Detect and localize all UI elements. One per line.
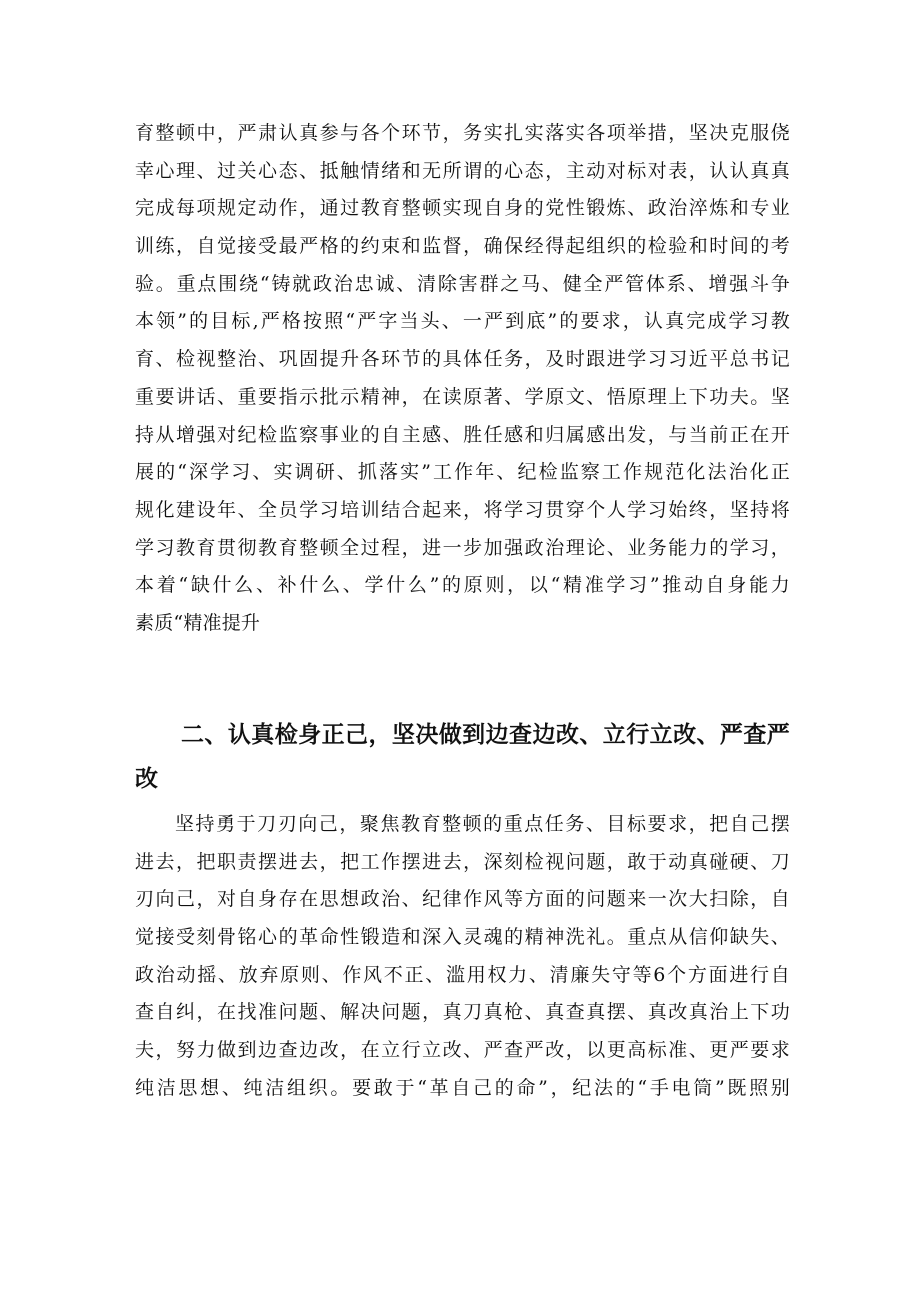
paragraph-line: 学习教育贯彻教育整顿全过程，进一步加强政治理论、业务能力的学习， <box>135 536 790 559</box>
paragraph-line: 进去，把职责摆进去，把工作摆进去，深刻检视问题，敢于动真碰硬、刀 <box>135 850 790 873</box>
paragraph-line: 完成每项规定动作，通过教育整顿实现自身的党性锻炼、政治淬炼和专业 <box>135 197 790 220</box>
section-heading <box>135 713 790 801</box>
paragraph-line: 纯洁思想、纯洁组织。要敢于“革自己的命”，纪法的“手电筒”既照别 <box>135 1076 790 1099</box>
paragraph-line: 觉接受刻骨铭心的革命性锻造和深入灵魂的精神洗礼。重点从信仰缺失、 <box>135 926 790 949</box>
paragraph-line: 验。重点围绕“铸就政治忠诚、清除害群之马、健全严管体系、增强斗争 <box>135 272 790 295</box>
heading-line: 改 <box>135 766 159 792</box>
paragraph-line: 规化建设年、全员学习培训结合起来，将学习贯穿个人学习始终，坚持将 <box>135 498 790 521</box>
paragraph-line: 坚持勇于刀刃向己，聚焦教育整顿的重点任务、目标要求，把自己摆 <box>175 813 790 835</box>
paragraph-line: 重要讲话、重要指示批示精神，在读原著、学原文、悟原理上下功夫。坚 <box>135 385 790 408</box>
paragraph-line: 育整顿中，严肃认真参与各个环节，务实扎实落实各项举措，坚决克服侥 <box>135 122 790 144</box>
paragraph-line: 本领”的目标,严格按照“严字当头、一严到底”的要求，认真完成学习教 <box>135 310 790 333</box>
body-paragraph-1 <box>135 115 790 643</box>
paragraph-line: 素质“精准提升 <box>135 611 261 634</box>
heading-line: 二、认真检身正己，坚决做到边查边改、立行立改、严查严 <box>181 722 790 748</box>
paragraph-line: 幸心理、过关心态、抵触情绪和无所谓的心态，主动对标对表，认认真真 <box>135 159 790 182</box>
paragraph-line: 政治动摇、放弃原则、作风不正、滥用权力、清廉失守等6个方面进行自 <box>135 963 790 986</box>
paragraph-line: 训练，自觉接受最严格的约束和监督，确保经得起组织的检验和时间的考 <box>135 235 790 258</box>
paragraph-line: 持从增强对纪检监察事业的自主感、胜任感和归属感出发，与当前正在开 <box>135 423 790 446</box>
body-paragraph-2 <box>135 806 790 1108</box>
paragraph-line: 查自纠，在找准问题、解决问题，真刀真枪、真查真摆、真改真治上下功 <box>135 1001 790 1024</box>
paragraph-line: 刃向己，对自身存在思想政治、纪律作风等方面的问题来一次大扫除，自 <box>135 888 790 911</box>
paragraph-line: 展的“深学习、实调研、抓落实”工作年、纪检监察工作规范化法治化正 <box>135 461 790 484</box>
paragraph-line: 本着“缺什么、补什么、学什么”的原则，以“精准学习”推动自身能力 <box>135 574 790 597</box>
paragraph-line: 夫，努力做到边查边改，在立行立改、严查严改，以更高标准、更严要求 <box>135 1039 790 1062</box>
paragraph-line: 育、检视整治、巩固提升各环节的具体任务，及时跟进学习习近平总书记 <box>135 348 790 371</box>
